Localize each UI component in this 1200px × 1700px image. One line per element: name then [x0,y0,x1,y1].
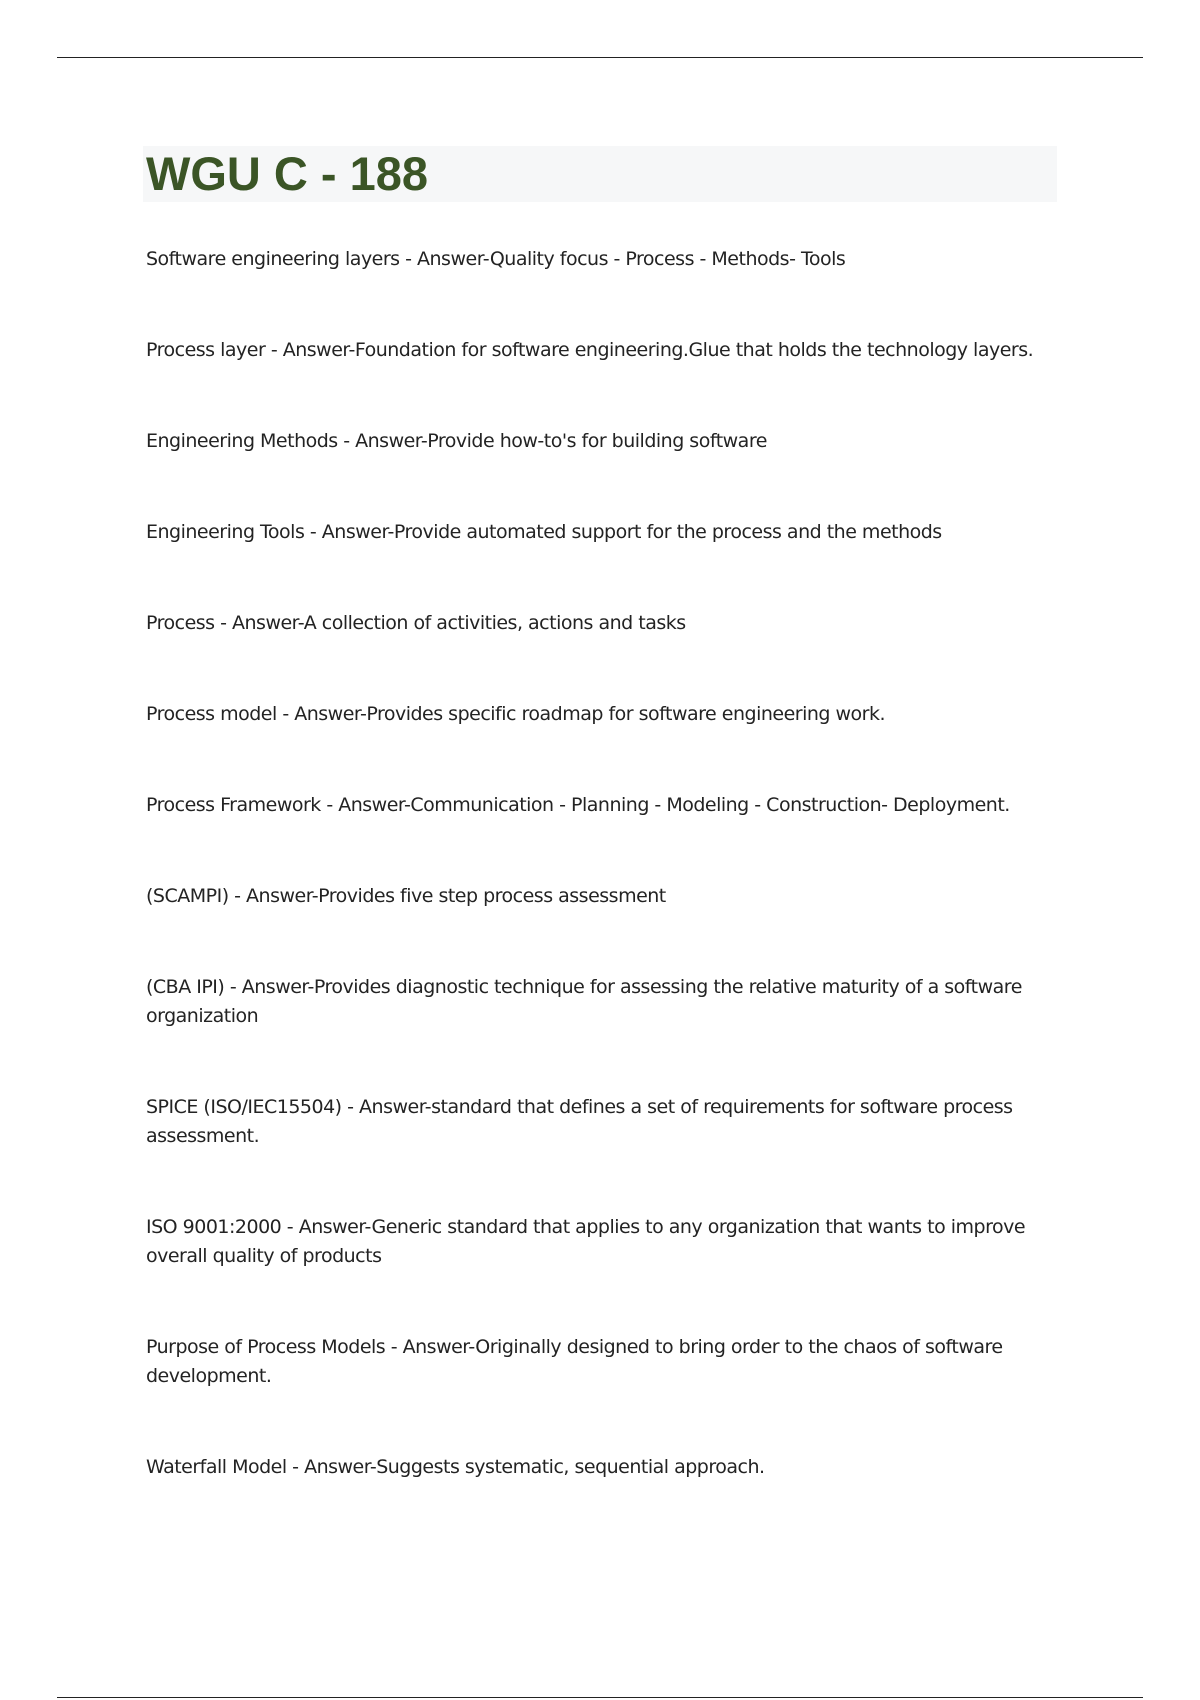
entry-purpose-of-process-models: Purpose of Process Models - Answer-Originally designed to bring order to the chaos of software development. [146,1336,1003,1387]
entry-process-framework: Process Framework - Answer-Communication - Planning - Modeling - Construction- Deployment. [146,794,1010,816]
entry-scampi: (SCAMPI) - Answer-Provides five step process assessment [146,885,666,907]
bottom-rule [57,1697,1143,1698]
entry-software-engineering-layers: Software engineering layers - Answer-Quality focus - Process - Methods- Tools [146,248,846,270]
entry-iso-9001: ISO 9001:2000 - Answer-Generic standard that applies to any organization that wants to improve overall quality of products [146,1216,1026,1267]
entry-process: Process - Answer-A collection of activities, actions and tasks [146,612,686,634]
entry-engineering-tools: Engineering Tools - Answer-Provide automated support for the process and the methods [146,521,942,543]
entry-engineering-methods: Engineering Methods - Answer-Provide how-to's for building software [146,430,767,452]
entry-cba-ipi: (CBA IPI) - Answer-Provides diagnostic technique for assessing the relative maturity of a software organization [146,976,1022,1027]
document-title: WGU C - 188 [146,147,429,200]
top-rule [57,57,1143,58]
entry-waterfall-model: Waterfall Model - Answer-Suggests systematic, sequential approach. [146,1456,765,1478]
entry-process-layer: Process layer - Answer-Foundation for software engineering.Glue that holds the technology layers. [146,339,1034,361]
entry-spice: SPICE (ISO/IEC15504) - Answer-standard that defines a set of requirements for software process assessment. [146,1096,1013,1147]
entry-process-model: Process model - Answer-Provides specific roadmap for software engineering work. [146,703,886,725]
